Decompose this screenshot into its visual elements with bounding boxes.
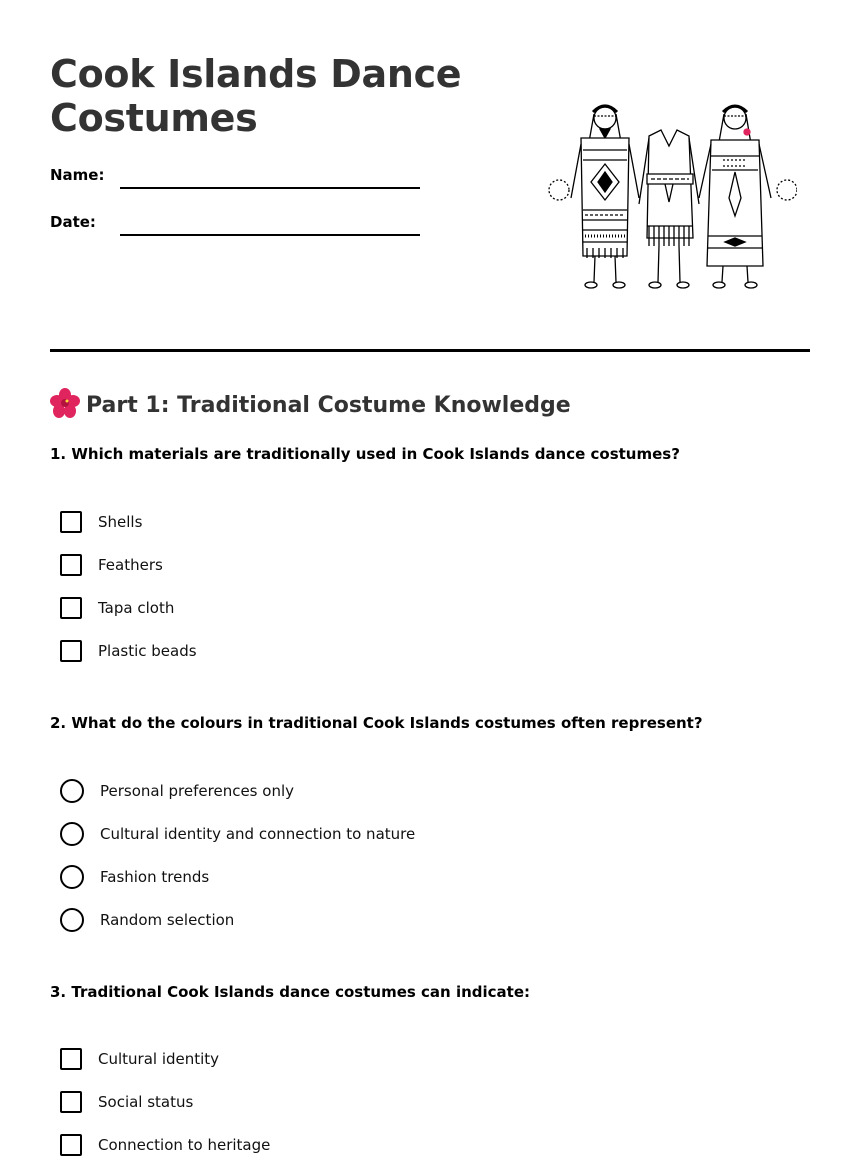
date-label: Date:: [50, 213, 96, 231]
q3-option-connection-to-heritage[interactable]: [60, 1132, 270, 1158]
header-divider: [50, 349, 810, 352]
name-field[interactable]: [50, 166, 420, 190]
checkbox[interactable]: [60, 1091, 82, 1113]
name-label: Name:: [50, 166, 105, 184]
date-field[interactable]: [50, 213, 420, 237]
q1-option-shells[interactable]: [60, 509, 142, 535]
q2-option-fashion-trends[interactable]: [60, 864, 209, 890]
option-label: Plastic beads: [98, 642, 197, 660]
radio-button[interactable]: [60, 908, 84, 932]
checkbox[interactable]: [60, 511, 82, 533]
checkbox[interactable]: [60, 640, 82, 662]
radio-button[interactable]: [60, 779, 84, 803]
q2-option-personal-preferences[interactable]: [60, 778, 294, 804]
dancers-illustration: [547, 98, 797, 298]
section-title: Part 1: Traditional Costume Knowledge: [86, 393, 571, 418]
option-label: Tapa cloth: [98, 599, 175, 617]
question-3: 3. Traditional Cook Islands dance costumes can indicate:: [50, 983, 530, 1001]
q1-option-plastic-beads[interactable]: [60, 638, 197, 664]
dancer-right-figure: [699, 106, 797, 288]
option-label: Random selection: [100, 911, 235, 929]
option-label: Cultural identity: [98, 1050, 220, 1068]
question-2: 2. What do the colours in traditional Cook Islands costumes often represent?: [50, 714, 703, 732]
radio-button[interactable]: [60, 822, 84, 846]
section-heading: [50, 388, 571, 418]
option-label: Fashion trends: [100, 868, 210, 886]
checkbox[interactable]: [60, 554, 82, 576]
option-label: Cultural identity and connection to nature: [100, 825, 416, 843]
option-label: Connection to heritage: [98, 1136, 271, 1154]
q1-option-feathers[interactable]: [60, 552, 163, 578]
costume-middle-figure: [639, 130, 699, 288]
q1-option-tapa-cloth[interactable]: [60, 595, 174, 621]
checkbox[interactable]: [60, 1048, 82, 1070]
question-1: 1. Which materials are traditionally used in Cook Islands dance costumes?: [50, 445, 680, 463]
option-label: Feathers: [98, 556, 163, 574]
q2-option-random-selection[interactable]: [60, 907, 234, 933]
checkbox[interactable]: [60, 597, 82, 619]
q3-option-cultural-identity[interactable]: [60, 1046, 219, 1072]
option-label: Shells: [98, 513, 143, 531]
date-input-line[interactable]: [120, 234, 420, 236]
page-title: Cook Islands Dance Costumes: [50, 52, 462, 140]
option-label: Personal preferences only: [100, 782, 294, 800]
radio-button[interactable]: [60, 865, 84, 889]
hibiscus-icon: [50, 388, 80, 418]
name-input-line[interactable]: [120, 187, 420, 189]
q2-option-cultural-identity[interactable]: [60, 821, 415, 847]
q3-option-social-status[interactable]: [60, 1089, 193, 1115]
dancer-left-figure: [549, 106, 639, 288]
checkbox[interactable]: [60, 1134, 82, 1156]
option-label: Social status: [98, 1093, 194, 1111]
